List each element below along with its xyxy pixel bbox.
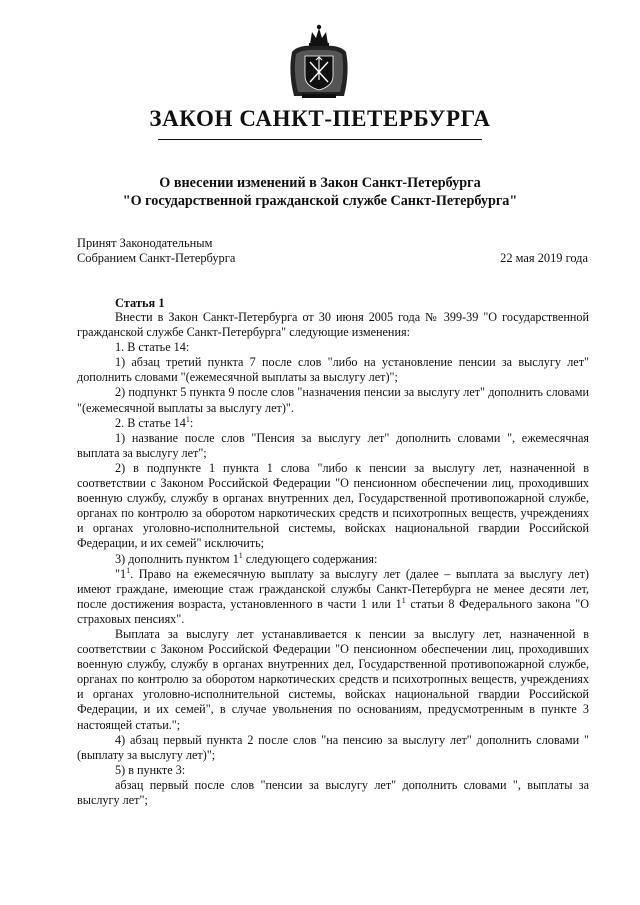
law-title: ЗАКОН САНКТ-ПЕТЕРБУРГА: [149, 106, 491, 131]
superscript: 1: [401, 595, 406, 605]
adoption-body: [77, 236, 235, 266]
paragraph: 3) дополнить пунктом $1^1$ следующего содержания:: [115, 550, 378, 566]
paragraph: 2) в подпункте 1 пункта 1 слова "либо к пенсии за выслугу лет, назначенной в соответствии с Законом Российской Федерации "О пенсионном обеспечении лиц, проходивших военную службу, службу в органах внутренних дел, Государственной противопожарной службе, органах по контролю за оборотом наркотических средств и психотропных веществ, учреждениях и органах уголовно-исполнительной системы, войсках национальной гвардии Российской Федерации, и их семей" исключить;: [77, 460, 589, 551]
superscript: 1: [238, 550, 243, 560]
adoption-date: 22 мая 2019 года: [500, 251, 588, 265]
paragraph: абзац первый после слов "пенсии за выслугу лет" дополнить словами ", выплаты за выслугу лет";: [77, 777, 589, 807]
subject-line-2: "О государственной гражданской службе Санкт-Петербурга": [122, 193, 518, 209]
paragraph: 4) абзац первый пункта 2 после слов "на пенсию за выслугу лет" дополнить словами "(выплату за выслугу лет)";: [77, 732, 589, 762]
paragraph: 5) в пункте 3:: [115, 762, 186, 777]
adoption-line-1: Принят Законодательным: [77, 236, 213, 250]
paragraph: 2) подпункт 5 пункта 9 после слов "назначения пенсии за выслугу лет" дополнить словами "(ежемесячной выплаты за выслугу лет)".: [77, 385, 589, 415]
title-underline: [158, 139, 482, 140]
paragraph: Выплата за выслугу лет устанавливается к пенсии за выслугу лет, назначенной в соответствии с Законом Российской Федерации "О пенсионном обеспечении лиц, проходивших военную службу, службу в органах внутренних дел, Государственной противопожарной службе, органах по контролю за оборотом наркотических средств и психотропных веществ, учреждениях и органах уголовно-исполнительной системы, войсках национальной гвардии Российской Федерации, и их семей", в случае увольнения по основаниям, предусмотренным в пункте 3 настоящей статьи.";: [77, 626, 589, 732]
law-subject: [0, 174, 640, 210]
superscript: 1: [185, 414, 190, 424]
article-body: [77, 310, 589, 808]
superscript: 1: [126, 565, 131, 575]
subject-line-1: О внесении изменений в Закон Санкт-Петербурга: [159, 175, 481, 191]
paragraph-intro: Внести в Закон Санкт-Петербурга от 30 июня 2005 года № 399-39 "О государственной гражданской службе Санкт-Петербурга" следующие изменения:: [77, 310, 589, 340]
adoption-line-2: Собранием Санкт-Петербурга: [77, 251, 236, 265]
paragraph: 2. В статье $14^1$:: [115, 414, 194, 430]
article-heading: Статья 1: [115, 296, 165, 310]
paragraph: 1) название после слов "Пенсия за выслугу лет" дополнить словами ", ежемесячная выплата за выслугу лет";: [77, 430, 589, 460]
paragraph-quoted: "$1^1$. Право на ежемесячную выплату за выслугу лет (далее – выплата за выслугу лет) имеют граждане, имеющие стаж гражданской службы Санкт-Петербурга не менее десяти лет, после достижения возраста, установленного в части 1 или $1^1$ статьи 8 Федерального закона "О страховых пенсиях".: [77, 565, 589, 626]
st-petersburg-coat-of-arms-icon: [288, 22, 350, 102]
paragraph: 1) абзац третий пункта 7 после слов "либо на установление пенсии за выслугу лет" дополнить словами "(ежемесячной выплаты за выслугу лет)";: [77, 355, 589, 385]
paragraph: 1. В статье 14:: [115, 340, 190, 355]
